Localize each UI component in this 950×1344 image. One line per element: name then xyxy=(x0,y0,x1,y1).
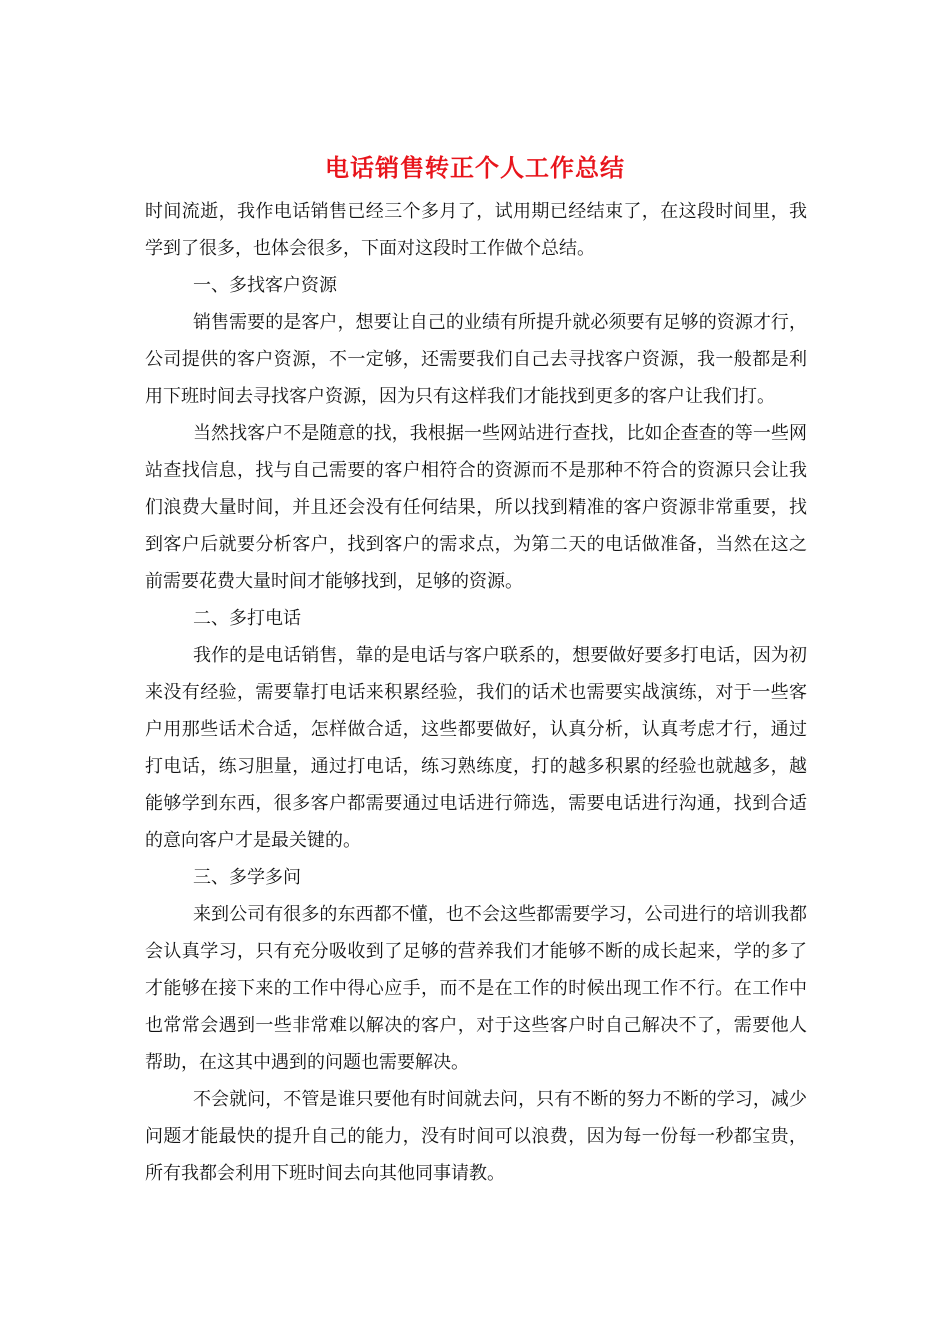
paragraph-intro: 时间流逝，我作电话销售已经三个多月了，试用期已经结束了，在这段时间里，我学到了很多，也体会很多，下面对这段时工作做个总结。 xyxy=(145,201,807,259)
paragraph-section1-b: 当然找客户不是随意的找，我根据一些网站进行查找，比如企查查的等一些网站查找信息，找与自己需要的客户相符合的资源而不是那种不符合的资源只会让我们浪费大量时间，并且还会没有任何结果，所以找到精准的客户资源非常重要，找到客户后就要分析客户，找到客户的需求点，为第二天的电话做准备，当然在这之前需要花费大量时间才能够找到，足够的资源。 xyxy=(145,423,807,592)
document-title: 电话销售转正个人工作总结 xyxy=(325,153,625,182)
paragraph-section1-a: 销售需要的是客户，想要让自己的业绩有所提升就必须要有足够的资源才行，公司提供的客户资源，不一定够，还需要我们自己去寻找客户资源，我一般都是利用下班时间去寻找客户资源，因为只有这样我们才能找到更多的客户让我们打。 xyxy=(145,312,807,407)
paragraph-section2: 我作的是电话销售，靠的是电话与客户联系的，想要做好要多打电话，因为初来没有经验，需要靠打电话来积累经验，我们的话术也需要实战演练，对于一些客户用那些话术合适，怎样做合适，这些都要做好，认真分析，认真考虑才行，通过打电话，练习胆量，通过打电话，练习熟练度，打的越多积累的经验也就越多，越能够学到东西，很多客户都需要通过电话进行筛选，需要电话进行沟通，找到合适的意向客户才是最关键的。 xyxy=(145,645,807,851)
section-heading-3: 三、多学多问 xyxy=(193,867,301,888)
section-heading-2: 二、多打电话 xyxy=(193,608,301,629)
document-body xyxy=(145,193,807,1192)
paragraph-section3-b: 不会就问，不管是谁只要他有时间就去问，只有不断的努力不断的学习，减少问题才能最快的提升自己的能力，没有时间可以浪费，因为每一份每一秒都宝贵，所有我都会利用下班时间去向其他同事请教。 xyxy=(145,1089,807,1184)
paragraph-section3-a: 来到公司有很多的东西都不懂，也不会这些都需要学习，公司进行的培训我都会认真学习，只有充分吸收到了足够的营养我们才能够不断的成长起来，学的多了才能够在接下来的工作中得心应手，而不是在工作的时候出现工作不行。在工作中也常常会遇到一些非常难以解决的客户，对于这些客户时自己解决不了，需要他人帮助，在这其中遇到的问题也需要解决。 xyxy=(145,904,807,1073)
section-heading-1: 一、多找客户资源 xyxy=(193,275,337,296)
